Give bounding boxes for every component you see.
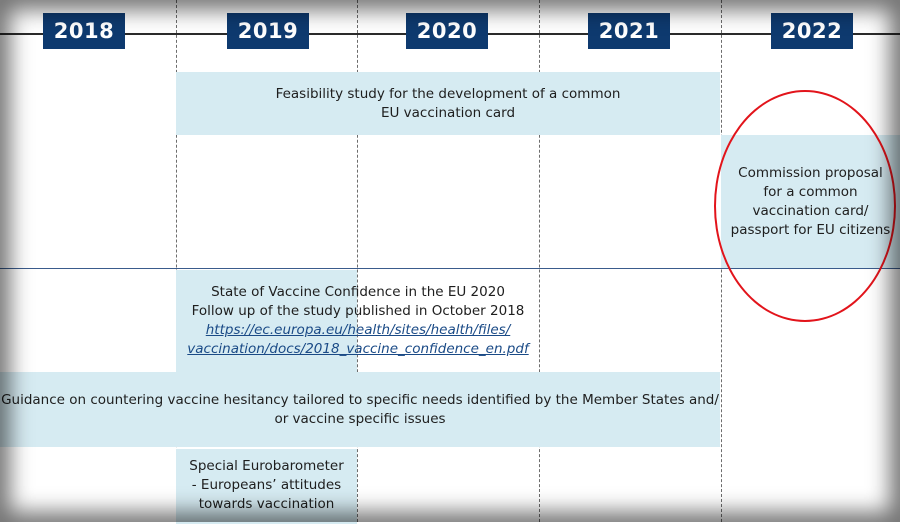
guidance-box: [0, 372, 720, 447]
commission-proposal-line: vaccination card/: [752, 202, 869, 219]
vaccine-confidence-link[interactable]: https://ec.europa.eu/health/sites/health/files/: [205, 322, 511, 338]
vaccine-confidence-text: [176, 270, 540, 372]
commission-proposal-line: passport for EU citizens: [730, 221, 891, 238]
commission-proposal-line: for a common: [763, 183, 858, 200]
vaccine-confidence-link[interactable]: vaccination/docs/2018_vaccine_confidence_en.pdf: [187, 341, 529, 357]
vaccine-confidence-title: State of Vaccine Confidence in the EU 2020: [211, 284, 505, 300]
guidance-line: or vaccine specific issues: [274, 410, 446, 427]
feasibility-study-box: [176, 72, 720, 135]
highlight-circle: [714, 90, 896, 322]
eurobarometer-box: [176, 449, 357, 524]
commission-proposal-line: Commission proposal: [738, 164, 883, 181]
vaccine-confidence-subtitle: Follow up of the study published in October 2018: [191, 303, 525, 319]
eurobarometer-line: - Europeans’ attitudes: [191, 477, 342, 493]
eurobarometer-line: Special Eurobarometer: [189, 458, 344, 474]
feasibility-study-line: EU vaccination card: [380, 104, 516, 121]
year-badge-2021: 2021: [588, 13, 670, 49]
year-badge-2018: 2018: [43, 13, 125, 49]
guidance-line: Guidance on countering vaccine hesitancy tailored to specific needs identified by the Member States and/: [1, 391, 719, 408]
feasibility-study-line: Feasibility study for the development of a common: [275, 85, 621, 102]
year-badge-2020: 2020: [406, 13, 488, 49]
year-badge-2019: 2019: [227, 13, 309, 49]
year-badge-2022: 2022: [771, 13, 853, 49]
eurobarometer-line: towards vaccination: [198, 496, 335, 512]
